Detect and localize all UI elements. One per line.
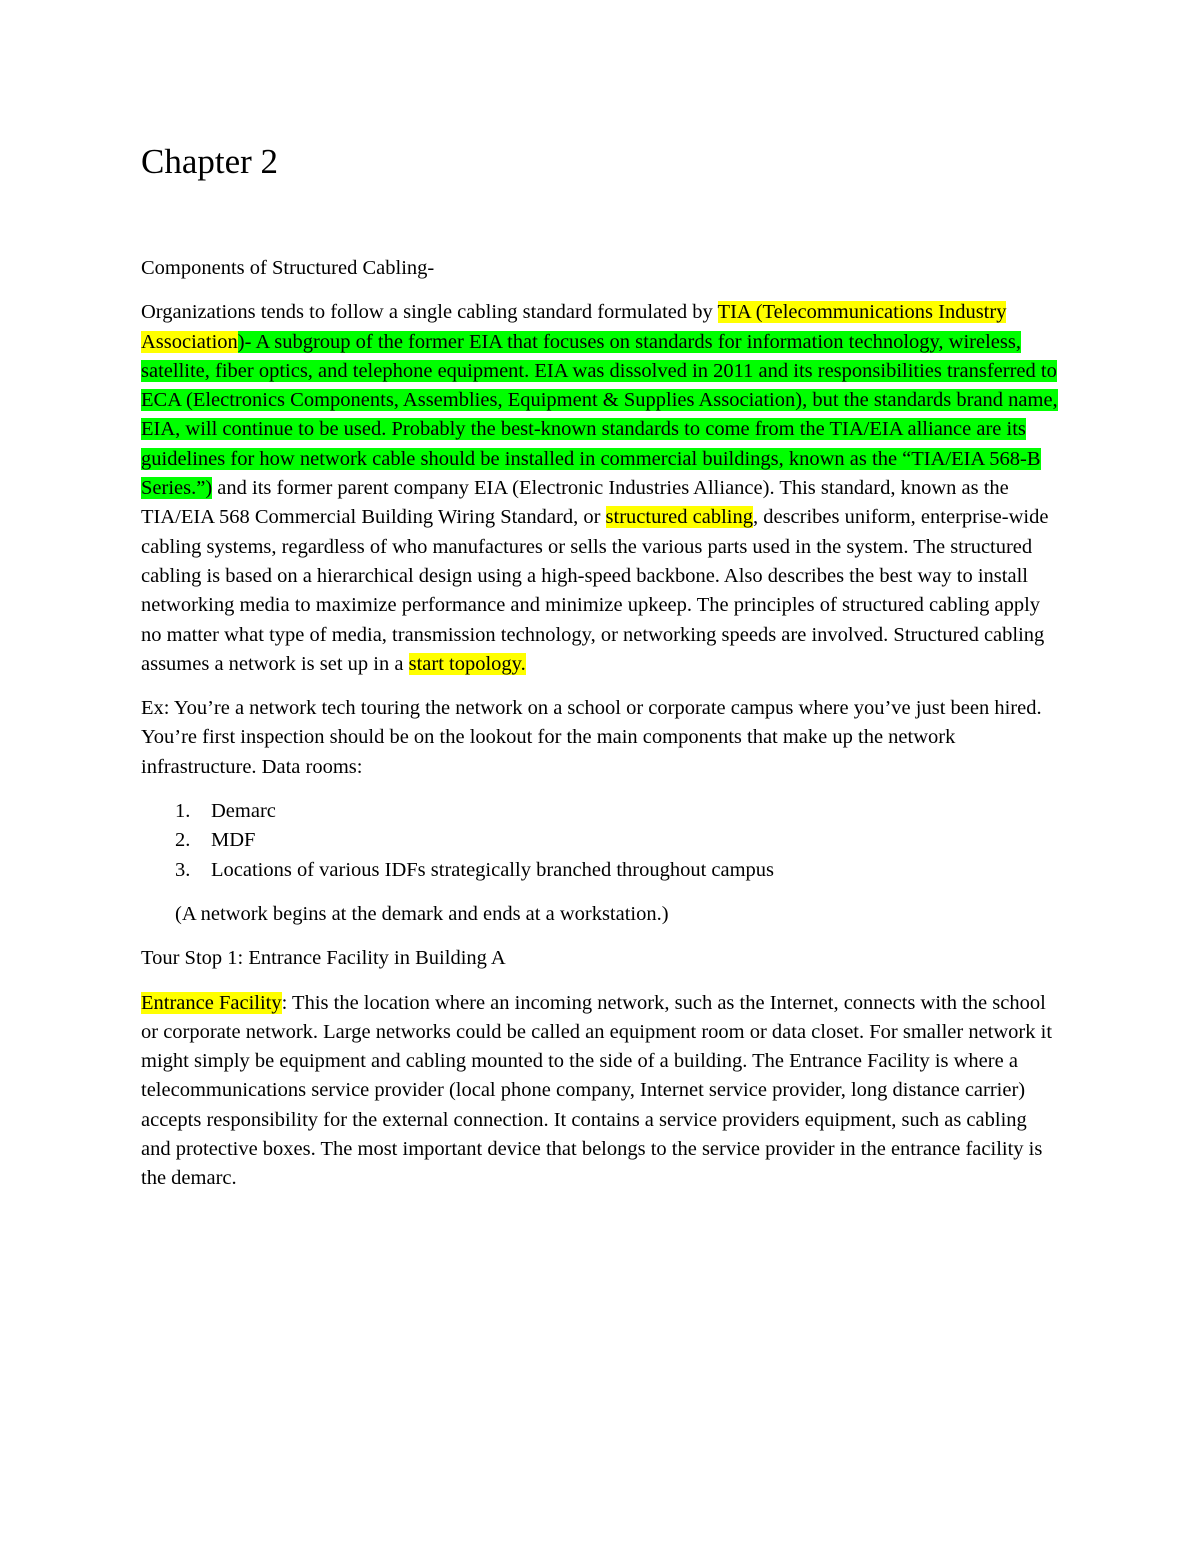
- list-item-text: MDF: [211, 829, 256, 852]
- network-note: (A network begins at the demark and ends at a workstation.): [175, 902, 669, 925]
- list-item-number: 3.: [175, 858, 191, 881]
- list-item: [141, 856, 1061, 885]
- list-item-text: Demarc: [211, 800, 276, 823]
- document-body: [141, 142, 1061, 1209]
- highlight-start-topology: start topology.: [408, 652, 526, 675]
- highlight-structured-cabling: structured cabling: [605, 506, 753, 529]
- paragraph-text: and its former parent company EIA (Electronic Industries Alliance). This standard, known as the TIA/EIA 568 Commercial Building Wiring Standard, or: [141, 477, 1009, 529]
- list-item: [141, 826, 1061, 855]
- paragraph-text: , describes uniform, enterprise-wide cabling systems, regardless of who manufactures or sells the various parts used in the system. The structured cabling is based on a hierarchical design using a high-speed backbone. Also describes the best way to install networking media to maximize performance and minimize upkeep. The principles of structured cabling apply no matter what type of media, transmission technology, or networking speeds are involved. Structured cabling assumes a network is set up in a: [141, 506, 1049, 675]
- data-rooms-list: [141, 797, 1061, 885]
- highlight-tia: TIA (Telecommunications Industry Association: [141, 301, 1007, 353]
- highlight-entrance-facility: Entrance Facility: [141, 991, 282, 1014]
- list-item-number: 1.: [175, 800, 191, 823]
- list-item: [141, 797, 1061, 826]
- paragraph-text: Organizations tends to follow a single cabling standard formulated by: [141, 301, 718, 324]
- chapter-title: Chapter 2: [141, 142, 279, 181]
- paragraph-text: : This the location where an incoming network, such as the Internet, connects with the school or corporate network. Large networks could be called an equipment room or data closet. For smaller network it might simply be equipment and cabling mounted to the side of a building. The Entrance Facility is where a telecommunications service provider (local phone company, Internet service provider, long distance carrier) accepts responsibility for the external connection. It contains a service providers equipment, such as cabling and protective boxes. The most important device that belongs to the service provider in the entrance facility is the demarc.: [141, 991, 1053, 1190]
- paragraph-tia-standard: [141, 298, 1061, 679]
- paragraph-example: Ex: You’re a network tech touring the network on a school or corporate campus where you’ve just been hired. You’re first inspection should be on the lookout for the main components that make up the network infrastructure. Data rooms:: [141, 697, 1042, 778]
- highlight-eia-description: )- A subgroup of the former EIA that focuses on standards for information technology, wireless, satellite, fiber optics, and telephone equipment. EIA was dissolved in 2011 and its responsibilities transferred to ECA (Electronics Components, Assemblies, Equipment & Supplies Association), but the standards brand name, EIA, will continue to be used. Probably the best-known standards to come from the TIA/EIA alliance are its guidelines for how network cable should be installed in commercial buildings, known as the “TIA/EIA 568-B Series.”): [141, 330, 1058, 500]
- tour-stop-heading: Tour Stop 1: Entrance Facility in Building A: [141, 947, 506, 970]
- section-heading: Components of Structured Cabling-: [141, 257, 435, 279]
- list-item-number: 2.: [175, 829, 191, 852]
- list-item-text: Locations of various IDFs strategically branched throughout campus: [211, 858, 775, 881]
- paragraph-entrance-facility: [141, 989, 1061, 1194]
